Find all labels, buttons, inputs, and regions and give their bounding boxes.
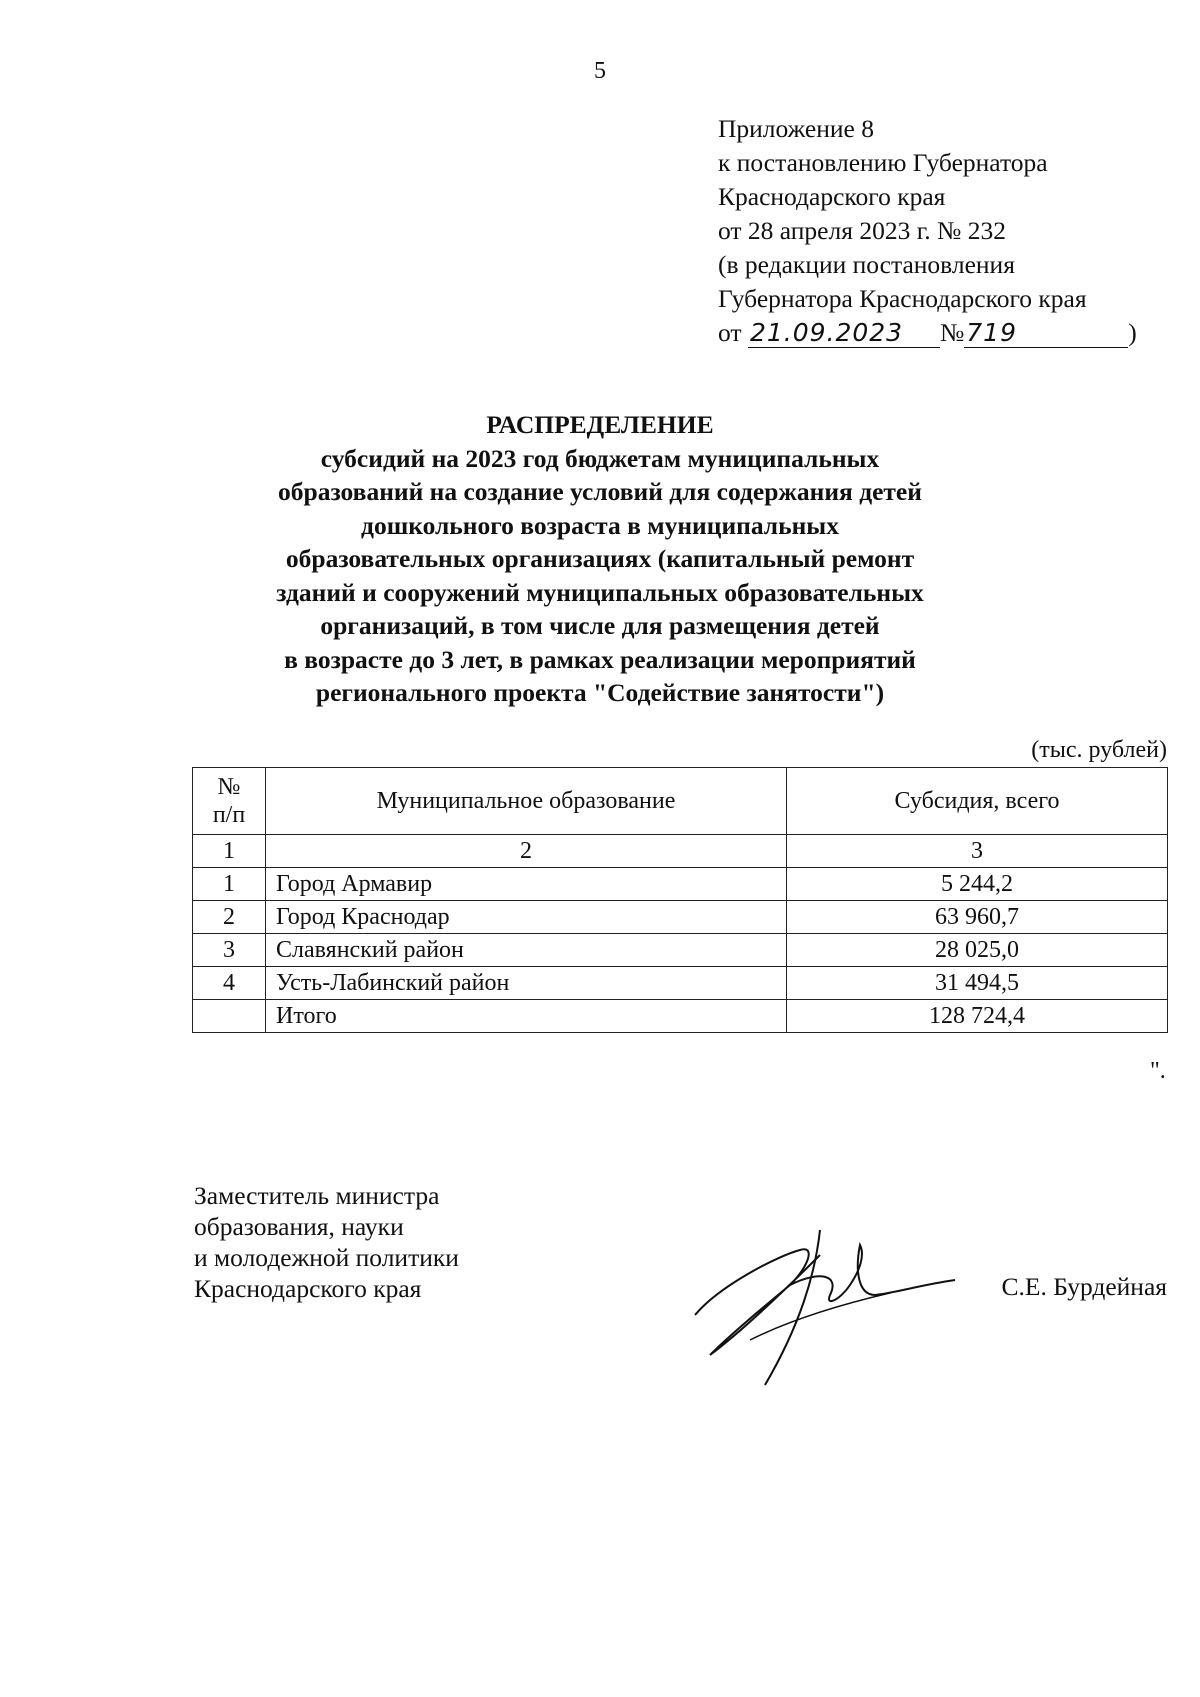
column-index-row xyxy=(193,835,1168,868)
row-municipality: Усть-Лабинский район xyxy=(266,967,787,1000)
appendix-block xyxy=(718,112,1137,350)
total-value: 128 724,4 xyxy=(787,1000,1168,1033)
column-index: 2 xyxy=(266,835,787,868)
unit-note: (тыс. рублей) xyxy=(1031,737,1167,763)
row-number: 4 xyxy=(193,967,266,1000)
signer-position-line: Краснодарского края xyxy=(194,1274,422,1303)
row-number: 3 xyxy=(193,934,266,967)
row-subsidy: 28 025,0 xyxy=(787,934,1168,967)
signer-position xyxy=(194,1180,459,1304)
appendix-line: к постановлению Губернатора xyxy=(718,148,1048,177)
title-line: дошкольного возраста в муниципальных xyxy=(361,510,839,540)
appendix-line: от 28 апреля 2023 г. № 232 xyxy=(718,216,1006,245)
row-municipality: Город Армавир xyxy=(266,868,787,901)
title-line: регионального проекта "Содействие занятости") xyxy=(315,678,885,707)
title-line: субсидий на 2023 год бюджетам муниципальных xyxy=(320,443,880,473)
title-line: зданий и сооружений муниципальных образовательных xyxy=(276,577,924,607)
row-subsidy: 63 960,7 xyxy=(787,901,1168,934)
total-number xyxy=(193,1000,266,1033)
table-row xyxy=(193,967,1168,1000)
table-header-row xyxy=(193,768,1168,835)
header-number xyxy=(193,768,266,835)
total-row xyxy=(193,1000,1168,1033)
distribution-table xyxy=(192,767,1168,1033)
table-row xyxy=(193,934,1168,967)
closing-quote: ". xyxy=(1150,1058,1166,1084)
header-number-sign: № xyxy=(217,774,241,800)
column-index: 3 xyxy=(787,835,1168,868)
header-number-pp: п/п xyxy=(212,802,246,828)
title-line: организаций, в том числе для размещения детей xyxy=(320,611,880,640)
appendix-line: Приложение 8 xyxy=(718,114,874,143)
header-subsidy: Субсидия, всего xyxy=(787,768,1168,835)
column-index: 1 xyxy=(193,835,266,868)
signer-position-line: и молодежной политики xyxy=(194,1243,459,1272)
total-label: Итого xyxy=(266,1000,787,1033)
signer-name: С.Е. Бурдейная xyxy=(1001,1272,1167,1301)
closing-paren: ) xyxy=(1128,318,1137,347)
title-heading: РАСПРЕДЕЛЕНИЕ xyxy=(486,410,714,439)
signer-position-line: образования, науки xyxy=(194,1212,404,1241)
handwritten-number: 719 xyxy=(964,319,1128,348)
row-subsidy: 31 494,5 xyxy=(787,967,1168,1000)
appendix-line: Губернатора Краснодарского края xyxy=(718,284,1087,313)
handwritten-date: 21.09.2023 xyxy=(748,319,940,348)
title-line: в возрасте до 3 лет, в рамках реализации мероприятий xyxy=(284,644,916,674)
appendix-line: (в редакции постановления xyxy=(718,250,1015,279)
title-line: образований на создание условий для содержания детей xyxy=(278,477,922,506)
handwritten-signature xyxy=(690,1215,960,1395)
title-line: образовательных организациях (капитальный ремонт xyxy=(285,544,915,573)
table-row xyxy=(193,868,1168,901)
table-row xyxy=(193,901,1168,934)
appendix-edition-line xyxy=(718,316,1137,350)
row-municipality: Славянский район xyxy=(266,934,787,967)
page-number: 5 xyxy=(594,58,606,84)
row-subsidy: 5 244,2 xyxy=(787,868,1168,901)
document-title xyxy=(0,408,1200,710)
row-municipality: Город Краснодар xyxy=(266,901,787,934)
signer-position-line: Заместитель министра xyxy=(194,1181,440,1210)
number-sign: № xyxy=(939,318,965,347)
row-number: 2 xyxy=(193,901,266,934)
row-number: 1 xyxy=(193,868,266,901)
appendix-line: Краснодарского края xyxy=(718,182,946,211)
header-municipality: Муниципальное образование xyxy=(266,768,787,835)
from-prefix: от xyxy=(718,318,742,347)
